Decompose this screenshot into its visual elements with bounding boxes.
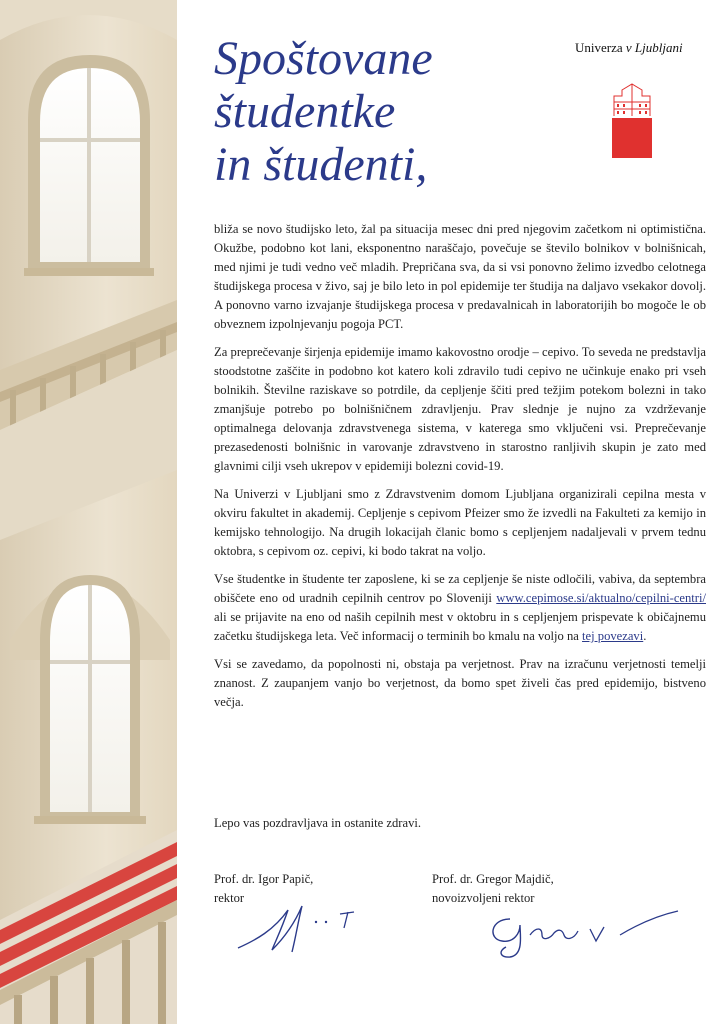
closing-line: Lepo vas pozdravljava in ostanite zdravi. (214, 816, 422, 830)
paragraph-3: Na Univerzi v Ljubljani smo z Zdravstvenim domom Ljubljana organizirali cepilna mesta v okviru fakultet in akademij. Cepljenje s cepivom Pfeizer smo že izvedli na Fakulteti za kemijo in kemijsko tehnologijo. Na drugih lokacijah članic bomo s cepljenjem nadaljevali v prvem tednu oktobra, s cepivom oz. cepivi, ki bodo takrat na voljo. (214, 487, 706, 558)
more-info-link[interactable]: tej povezavi (582, 629, 644, 643)
university-logo (612, 82, 652, 158)
paragraph-4-part-b: ali se prijavite na eno od naših cepilnih mest v oktobru in s cepljenjem prispevate k običajnemu začetku študijskega leta. Več informacij o terminih bo kmalu na voljo na (214, 610, 706, 643)
university-name-part2: v (625, 40, 632, 55)
letter-title (214, 32, 433, 191)
paragraph-4-part-c: . (643, 629, 647, 643)
title-line-1: Spoštovane (214, 32, 433, 85)
title-line-2: študentke (214, 85, 396, 138)
title-line-3: in študenti, (214, 138, 428, 191)
vaccination-centers-link[interactable]: www.cepimose.si/aktualno/cepilni-centri/ (496, 591, 706, 605)
university-name-part3: Ljubljani (634, 40, 683, 55)
signature-2 (480, 905, 680, 960)
signatory-2-role: novoizvoljeni rektor (432, 891, 535, 905)
paragraph-4-part-a: Vse študentke in študente ter zaposlene, ki se za cepljenje še niste odločili, vabiva, da septembra obiščete eno od uradnih cepilnih centrov po Sloveniji (214, 572, 706, 605)
paragraph-2: Za preprečevanje širjenja epidemije imamo kakovostno orodje – cepivo. To seveda ne predstavlja stoodstotne zaščite in podobno kot katero koli zdravilo tudi cepivo ne učinkuje enako pri vseh bolnikih. Številne raziskave so potrdile, da cepljenje ščiti pred težjim potekom bolezni in tako zmanjšuje potrebo po bolnišničnem zdravljenju. Prav slednje je nujno za vzdrževanje optimalnega delovanja zdravstvenega sistema, v katerega smo vključeni vsi. Preprečevanje prezasedenosti bolnišnic in varovanje zdravstveno in starostno ranljivih skupin je zato med glavnimi cilji vseh ukrepov v epidemiji bolezni covid-19. (214, 345, 706, 473)
letter-body (214, 220, 706, 721)
university-name-part1: Univerza (575, 40, 623, 55)
signatory-1-role: rektor (214, 891, 245, 905)
staircase-photo (0, 0, 177, 1024)
paragraph-4 (214, 570, 706, 646)
paragraph-5: Vsi se zavedamo, da popolnosti ni, obstaja pa verjetnost. Prav na izračunu verjetnosti temelji znanost. Z zaupanjem vanjo bo verjetnost, da bomo spet živeli čas pred epidemijo, bistveno večja. (214, 657, 706, 709)
university-name (575, 40, 683, 56)
paragraph-1: bliža se novo študijsko leto, žal pa situacija mesec dni pred njegovim začetkom ni optimistična. Okužbe, podobno kot lani, eksponentno naraščajo, povečuje se število bolnikov v bolnišnicah, med njimi je tudi vedno več mladih. Prepričana sva, da si vsi ponovno želimo izvedbo celotnega študijskega procesa v živo, saj je bilo leto in pol epidemije ter študija na daljavo vsekakor dovolj. A ponovno varno izvajanje študijskega procesa v predavalnicah in laboratorijih bo mogoče le ob obveznem izpolnjevanju pogoja PCT. (214, 222, 706, 331)
signatory-2 (432, 870, 554, 908)
signatory-1-name: Prof. dr. Igor Papič, (214, 872, 314, 886)
signature-1 (236, 900, 366, 960)
signatory-2-name: Prof. dr. Gregor Majdič, (432, 872, 554, 886)
